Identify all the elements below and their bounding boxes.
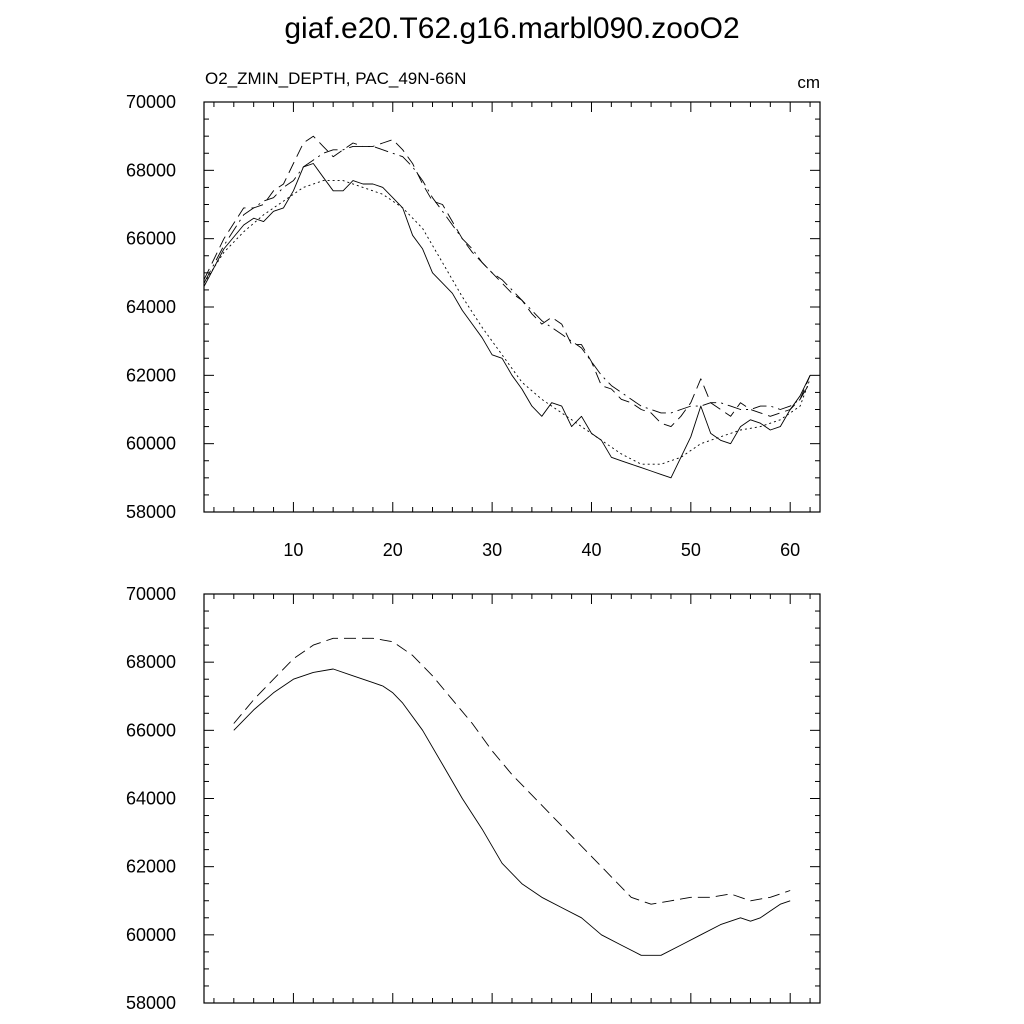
series-solid-line	[204, 164, 810, 478]
y-tick-label: 62000	[125, 365, 176, 386]
x-tick-label: 30	[482, 540, 503, 560]
variable-region-label: O2_ZMIN_DEPTH, PAC_49N-66N	[205, 69, 467, 88]
series-dashed-line	[204, 136, 810, 426]
units-label: cm	[797, 73, 820, 92]
plot-frame	[204, 594, 820, 1003]
chart-title: giaf.e20.T62.g16.marbl090.zooO2	[284, 12, 740, 45]
y-tick-label: 60000	[125, 924, 176, 945]
x-tick-label: 20	[382, 540, 403, 560]
series-solid-line	[234, 669, 790, 955]
y-tick-label: 70000	[125, 584, 176, 604]
y-tick-label: 64000	[125, 788, 176, 809]
series-dashed-line	[234, 638, 790, 904]
y-tick-label: 58000	[125, 993, 176, 1013]
y-tick-label: 68000	[125, 652, 176, 673]
y-tick-label: 64000	[125, 297, 176, 317]
x-tick-label: 60	[780, 540, 801, 560]
y-tick-label: 66000	[125, 228, 176, 249]
x-tick-label: 10	[283, 540, 304, 560]
y-tick-label: 66000	[125, 720, 176, 741]
series-dotted-line	[204, 181, 810, 465]
x-tick-label: 40	[581, 540, 602, 560]
y-tick-label: 58000	[125, 502, 176, 522]
bottom-panel	[126, 584, 820, 1013]
y-tick-label: 60000	[125, 433, 176, 454]
top-panel	[126, 92, 820, 560]
x-tick-label: 50	[680, 540, 701, 560]
y-tick-label: 68000	[125, 160, 176, 181]
y-tick-label: 62000	[125, 856, 176, 877]
y-tick-label: 70000	[125, 92, 176, 112]
plot-frame	[204, 102, 820, 512]
